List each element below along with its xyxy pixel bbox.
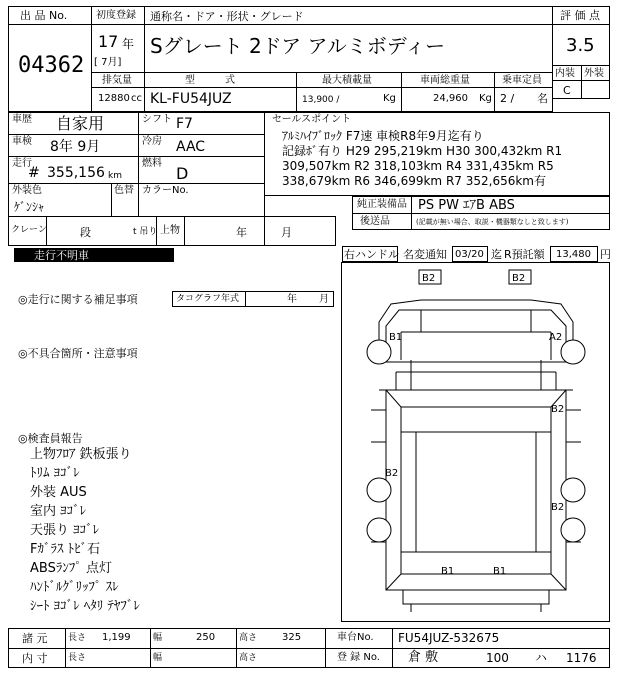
notice-label: 名変通知 bbox=[403, 248, 447, 261]
history-label: 車歴 bbox=[12, 114, 32, 125]
registration-number: 1176 bbox=[566, 651, 597, 665]
registration-class: 100 bbox=[486, 651, 509, 665]
inspector-line: ﾊﾝﾄﾞﾙｸﾞﾘｯﾌﾟ ｽﾚ bbox=[30, 580, 119, 595]
mileage-prefix: # bbox=[28, 165, 40, 181]
registration-area: 倉 敷 bbox=[408, 650, 439, 665]
gross-weight-unit: Kg bbox=[479, 93, 492, 104]
interior-grade: C bbox=[563, 84, 571, 97]
crane-label: クレーン bbox=[11, 225, 47, 235]
bed-label: 上物 bbox=[160, 225, 180, 236]
rear-left-wheel-2 bbox=[367, 518, 391, 542]
damage-mark: B2 bbox=[512, 273, 526, 284]
first-reg-month: [ 7月] bbox=[94, 57, 122, 68]
registration-kana: ハ bbox=[535, 651, 548, 665]
front-right-wheel bbox=[561, 340, 585, 364]
damage-mark: B2 bbox=[551, 502, 565, 513]
rear-right-wheel-2 bbox=[561, 518, 585, 542]
driving-notes-heading: ◎走行に関する補足事項 bbox=[18, 293, 138, 306]
model-name-label: 通称名・ドア・形状・グレード bbox=[150, 10, 304, 23]
displacement-label: 排気量 bbox=[102, 75, 132, 86]
bed-month: 月 bbox=[281, 226, 292, 239]
fuel-value: D bbox=[176, 164, 189, 183]
height-label: 高さ bbox=[239, 633, 258, 643]
defects-heading: ◎不具合箇所・注意事項 bbox=[18, 347, 138, 360]
width-label: 幅 bbox=[153, 633, 163, 643]
interior-dims-label: 内 寸 bbox=[22, 652, 48, 665]
max-load-value: 13,900 / bbox=[302, 95, 340, 105]
color-no-label: カラーNo. bbox=[142, 185, 189, 196]
grade-label: 評 価 点 bbox=[560, 9, 600, 22]
sales-point-label: セールスポイント bbox=[272, 114, 352, 125]
first-reg-year: 17 bbox=[98, 32, 119, 51]
inspection-label: 車検 bbox=[12, 136, 32, 147]
ext-color-value: ｹﾞﾝｼｬ bbox=[14, 200, 45, 214]
lot-number: 04362 bbox=[18, 53, 85, 78]
sales-line: 309,507km R2 318,103km R4 331,435km R5 bbox=[282, 159, 554, 173]
displacement-unit: cc bbox=[131, 93, 142, 104]
height-value: 325 bbox=[282, 632, 302, 643]
interior-height-label: 高さ bbox=[239, 653, 258, 663]
lot-no-label: 出 品 No. bbox=[20, 9, 68, 22]
model-value: KL-FU54JUZ bbox=[150, 91, 232, 107]
retrofit-note: (記載が無い場合、取説・機器類なしと致します) bbox=[416, 218, 569, 226]
mileage-label: 走行 bbox=[12, 158, 32, 169]
inspector-line: 上物ﾌﾛｱ 鉄板張り bbox=[30, 447, 132, 462]
damage-mark: B2 bbox=[551, 404, 565, 415]
r-deposit-unit: 円 bbox=[600, 248, 611, 261]
ac-value: AAC bbox=[176, 139, 206, 155]
damage-mark: B2 bbox=[422, 273, 436, 284]
tachograph-label: タコグラフ年式 bbox=[176, 294, 240, 304]
crane-lift: t 吊り bbox=[133, 227, 158, 237]
mileage-unknown-badge: 走行不明車 bbox=[14, 248, 174, 262]
length-label: 長さ bbox=[68, 633, 87, 643]
history-value: 自家用 bbox=[56, 114, 105, 133]
interior-length-label: 長さ bbox=[68, 653, 87, 663]
equipment-value: PS PW ｴｱB ABS bbox=[418, 198, 515, 213]
equipment-label: 純正装備品 bbox=[357, 199, 407, 210]
fuel-label: 燃料 bbox=[142, 158, 162, 169]
first-reg-year-unit: 年 bbox=[122, 37, 135, 51]
sales-line: 338,679km R6 346,699km R7 352,656km有 bbox=[282, 174, 546, 188]
damage-mark: A2 bbox=[549, 332, 563, 343]
model-label: 型 式 bbox=[185, 75, 235, 86]
notice-deadline: 迄 bbox=[491, 248, 502, 261]
chassis-number: FU54JUZ-532675 bbox=[398, 631, 500, 645]
inspection-value: 8年 9月 bbox=[50, 139, 101, 155]
tachograph-year: 年 bbox=[287, 294, 297, 305]
inspector-line: ｼｰﾄ ﾖｺﾞﾚ ﾍﾀﾘ ﾃﾔﾌﾞﾚ bbox=[30, 599, 140, 614]
color-change-label: 色替 bbox=[114, 185, 134, 196]
dims-label: 諸 元 bbox=[22, 632, 48, 645]
first-reg-label: 初度登録 bbox=[96, 10, 136, 21]
r-deposit-label: R預託額 bbox=[504, 248, 545, 261]
inspector-line: ﾄﾘﾑ ﾖｺﾞﾚ bbox=[30, 466, 80, 481]
exterior-grade-label: 外装 bbox=[584, 68, 604, 79]
bed-year: 年 bbox=[236, 226, 247, 239]
truck-diagram bbox=[341, 262, 610, 622]
ext-color-label: 外装色 bbox=[12, 185, 42, 196]
rhd-label: 右ハンドル bbox=[344, 248, 399, 261]
r-deposit-amount: 13,480 bbox=[556, 249, 591, 260]
capacity-value: 2 / bbox=[500, 92, 515, 105]
crane-stage: 段 bbox=[80, 226, 91, 239]
mileage-unit: km bbox=[108, 171, 122, 181]
inspector-line: 天張り ﾖｺﾞﾚ bbox=[30, 523, 100, 538]
length-value: 1,199 bbox=[102, 632, 131, 643]
damage-mark: B1 bbox=[493, 566, 507, 577]
inspector-line: 室内 ﾖｺﾞﾚ bbox=[30, 504, 87, 519]
shift-label: シフト bbox=[142, 114, 172, 125]
sales-line: ｱﾙﾐﾊｲﾌﾞﾛｯｸ F7速 車検R8年9月迄有り bbox=[282, 129, 484, 143]
sales-line: 記録ﾎﾞ有り H29 295,219km H30 300,432km R1 bbox=[282, 144, 563, 158]
gross-weight-label: 車両総重量 bbox=[420, 75, 470, 86]
inspector-line: ABSﾗﾝﾌﾟ 点灯 bbox=[30, 561, 112, 576]
capacity-label: 乗車定員 bbox=[502, 75, 542, 86]
displacement-value: 12880 bbox=[98, 93, 130, 104]
interior-width-label: 幅 bbox=[153, 653, 163, 663]
overall-grade: 3.5 bbox=[566, 35, 595, 56]
max-load-label: 最大積載量 bbox=[322, 75, 372, 86]
shift-value: F7 bbox=[176, 116, 193, 132]
damage-mark: B1 bbox=[389, 332, 403, 343]
retrofit-label: 後送品 bbox=[360, 216, 390, 227]
interior-grade-label: 内装 bbox=[555, 68, 575, 79]
vehicle-title: Sグレート 2ドア アルミボディー bbox=[150, 34, 446, 58]
ac-label: 冷房 bbox=[142, 136, 162, 147]
gross-weight-value: 24,960 bbox=[433, 93, 468, 104]
capacity-unit: 名 bbox=[537, 92, 548, 105]
notice-date: 03/20 bbox=[455, 249, 484, 260]
inspector-line: Fｶﾞﾗｽ ﾄﾋﾞ石 bbox=[30, 542, 101, 557]
rear-left-wheel bbox=[367, 478, 391, 502]
chassis-label: 車台No. bbox=[337, 632, 374, 643]
width-value: 250 bbox=[196, 632, 216, 643]
inspector-heading: ◎検査員報告 bbox=[18, 432, 83, 445]
front-left-wheel bbox=[367, 340, 391, 364]
rear-right-wheel bbox=[561, 478, 585, 502]
mileage-value: 355,156 bbox=[47, 165, 105, 181]
inspector-line: 外装 AUS bbox=[30, 485, 87, 500]
damage-mark: B2 bbox=[385, 468, 399, 479]
registration-label: 登 録 No. bbox=[337, 652, 380, 663]
tachograph-month: 月 bbox=[319, 294, 329, 305]
damage-mark: B1 bbox=[441, 566, 455, 577]
max-load-unit: Kg bbox=[383, 93, 396, 104]
